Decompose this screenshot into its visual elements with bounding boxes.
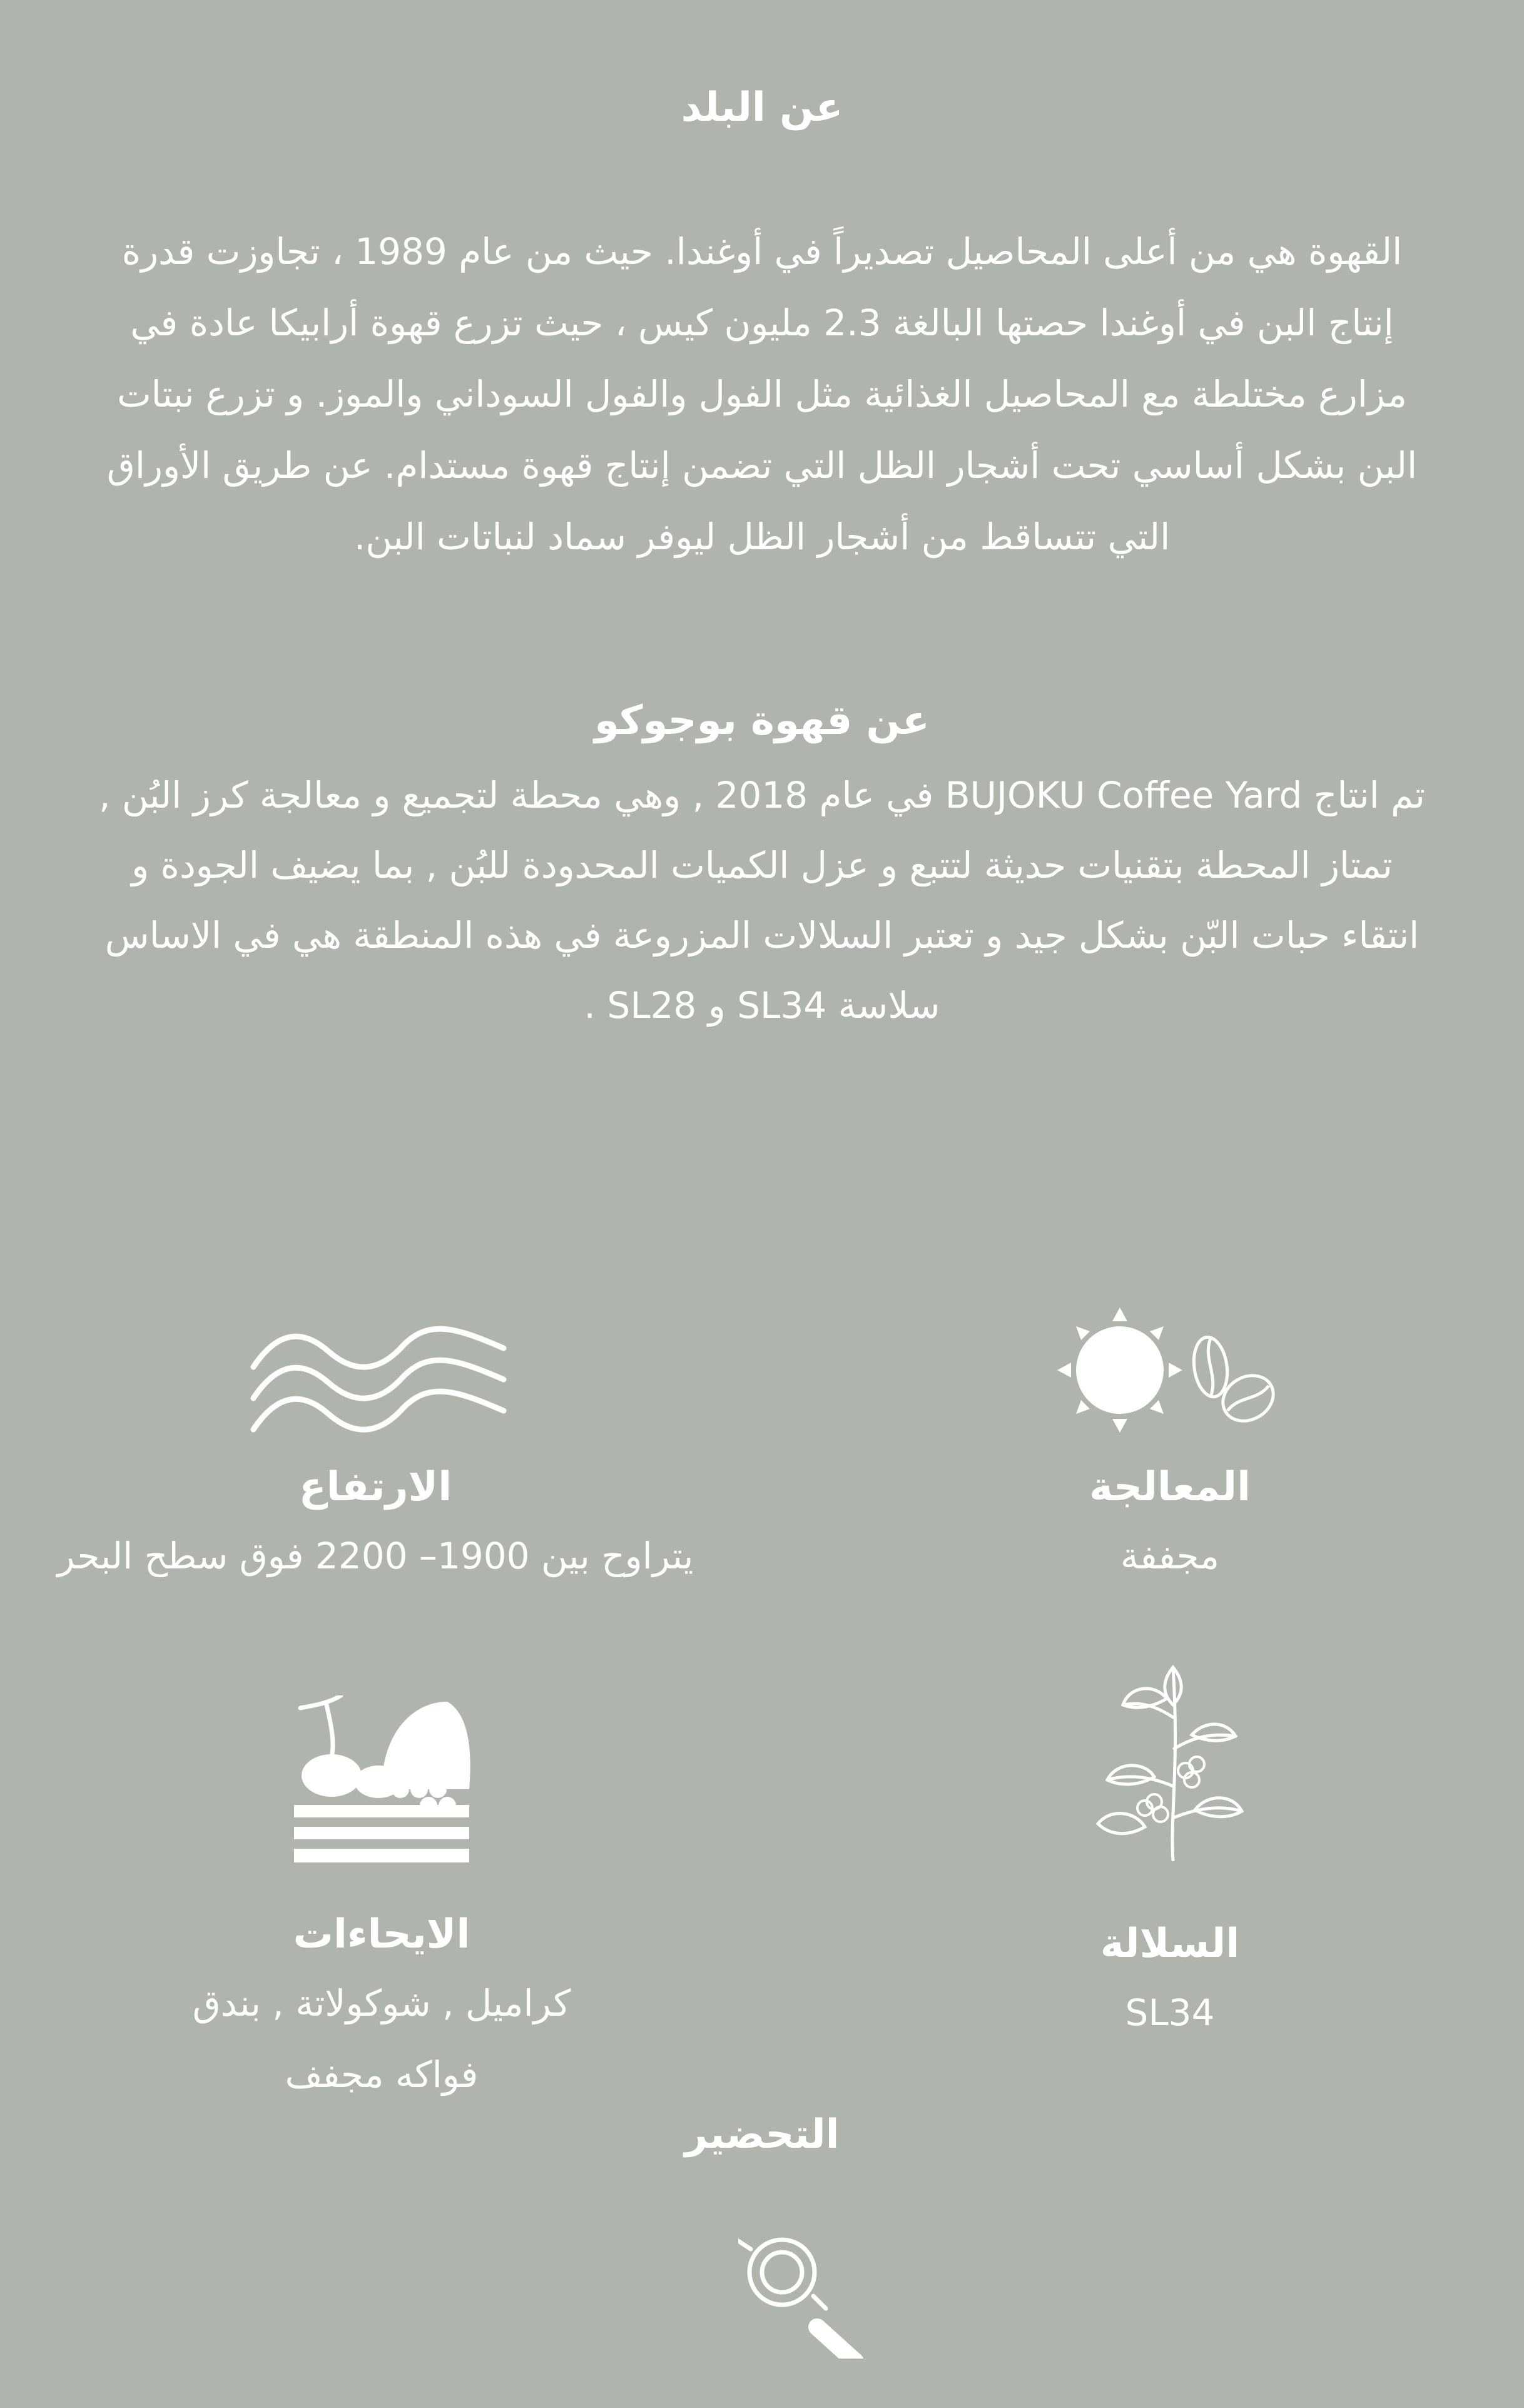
altitude-feature	[25, 1464, 726, 1592]
waves-icon	[247, 1317, 510, 1442]
coffee-paragraph: تم انتاج BUJOKU Coffee Yard في عام 2018 , وهي محطة لتجميع و معالجة كرز البُن , تمتاز المحطة بتقنيات حديثة لتتبع و عزل الكميات المحدودة للبُن , بما يضيف الجودة و انتقاء حبات البّن بشكل جيد و تعتبر السلالات المزروعة في هذه المنطقة هي في الاساس سلاسة SL34 و SL28 .	[99, 774, 1425, 1027]
coffee-heading: عن قهوة بوجوكو	[594, 698, 930, 744]
country-paragraph: القهوة هي من أعلى المحاصيل تصديراً في أوغندا. حيث من عام 1989 ، تجاوزت قدرة إنتاج البن في أوغندا حصتها البالغة 2.3 مليون كيس ، حيث تزرع قهوة أرابيكا عادة في مزارع مختلطة مع المحاصيل الغذائية مثل الفول والفول السوداني والموز. و تزرع نبتات البن بشكل أساسي تحت أشجار الظل التي تضمن إنتاج قهوة مستدام. عن طريق الأوراق التي تتساقط من أشجار الظل ليوفر سماد لنباتات البن.	[106, 230, 1418, 558]
notes-title: الايحاءات	[293, 1911, 470, 1958]
notes-value	[188, 1968, 576, 2110]
processing-title: المعالجة	[1089, 1464, 1251, 1510]
variety-title: السلالة	[1100, 1921, 1240, 1967]
sun-coffee-beans-icon	[1057, 1308, 1283, 1433]
espresso-portafilter-icon	[738, 2233, 882, 2359]
notes-line-1: كراميل , شوكولاتة , بندق	[192, 1982, 571, 2024]
variety-value: SL34	[1125, 1991, 1215, 2034]
fruit-crate-icon	[288, 1695, 475, 1877]
processing-feature	[1026, 1464, 1314, 1592]
variety-feature	[1026, 1921, 1314, 2048]
coffee-plant-icon	[1085, 1661, 1261, 1861]
altitude-value: يتراوح بين 1900– 2200 فوق سطح البحر	[57, 1535, 694, 1577]
altitude-title: الارتفاع	[298, 1464, 452, 1510]
notes-feature	[188, 1911, 576, 2110]
processing-value: مجففة	[1120, 1535, 1220, 1577]
brewing-heading: التحضير	[684, 2111, 840, 2158]
notes-line-2: فواكه مجفف	[285, 2053, 479, 2096]
country-heading: عن البلد	[681, 84, 843, 131]
